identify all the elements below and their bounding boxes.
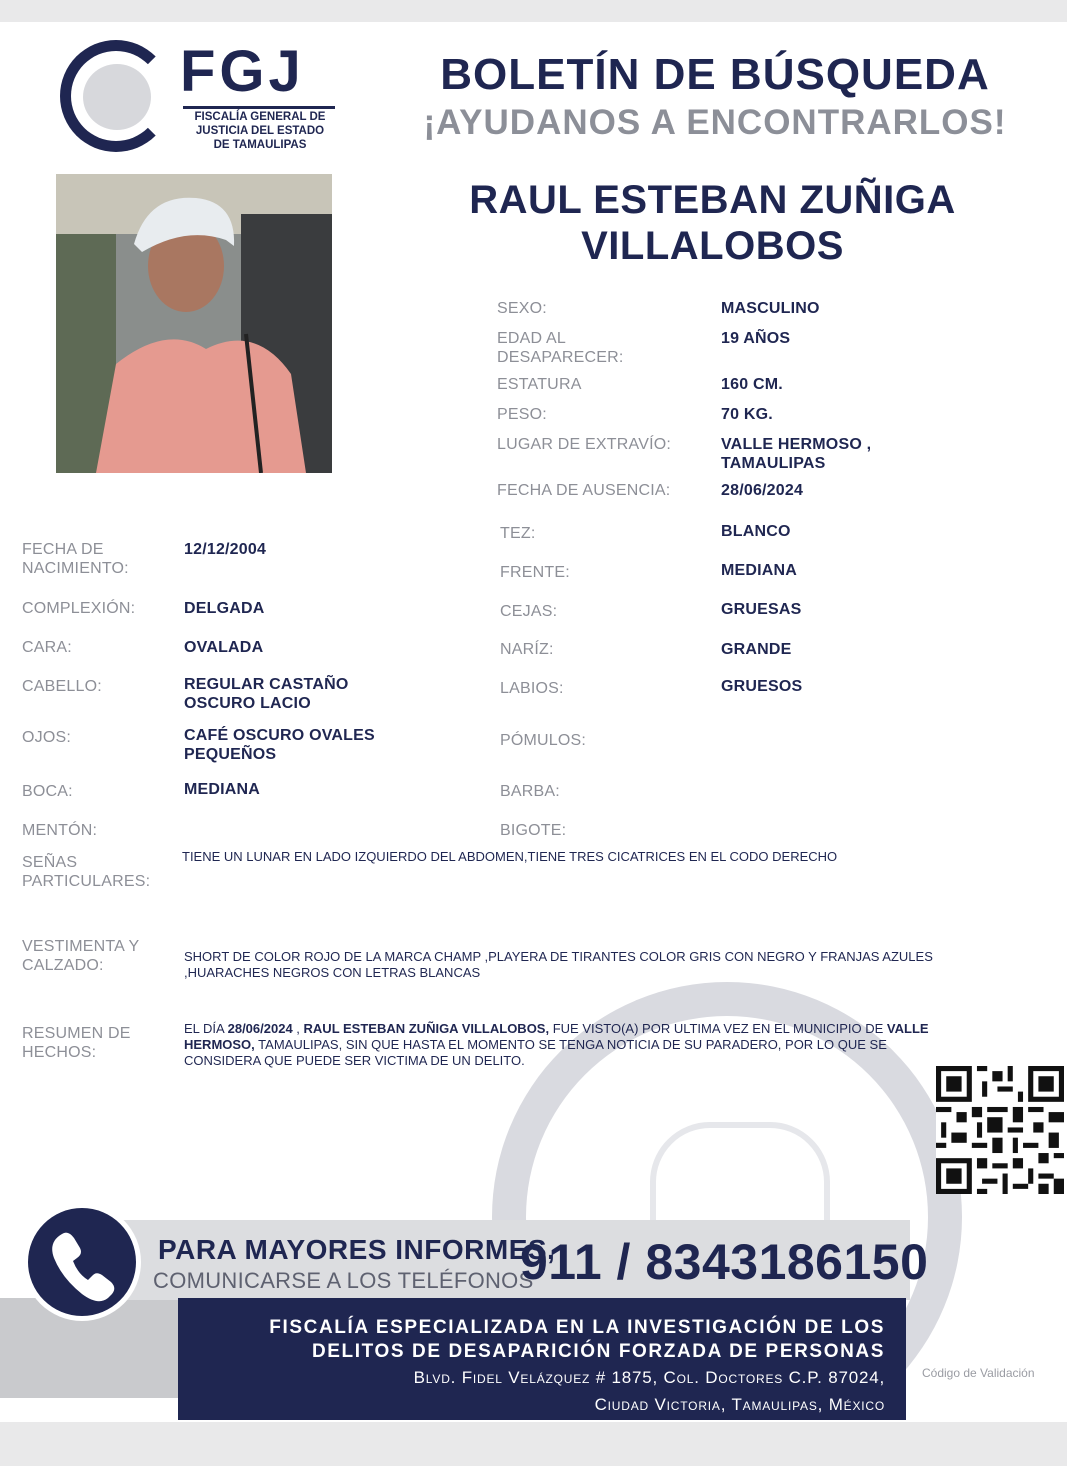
vestimenta-value (184, 949, 1014, 981)
edad-value: 19 AÑOS (721, 330, 791, 347)
sexo-label: SEXO: (497, 300, 547, 317)
resumen-line-1 (184, 1021, 1014, 1037)
resumen-text-4: TAMAULIPAS, SIN QUE HASTA EL MOMENTO SE TENGA NOTICIA DE SU PARADERO, POR LO QUE SE (254, 1037, 887, 1052)
person-name-line-2: VILLALOBOS (581, 224, 844, 268)
resumen-text-3: FUE VISTO(A) POR ULTIMA VEZ EN EL MUNICIPIO DE (549, 1021, 887, 1036)
tez-value: BLANCO (721, 523, 791, 540)
fecha-nacimiento-value: 12/12/2004 (184, 541, 267, 558)
labios-value: GRUESOS (721, 678, 803, 695)
qr-code-icon (936, 1066, 1064, 1194)
edad-label: EDAD AL DESAPARECER: (497, 330, 624, 366)
cabello-label: CABELLO: (22, 678, 102, 695)
qr-caption: Código de Validación (922, 1366, 1035, 1380)
logo-sub-line-1: FISCALÍA GENERAL DE (194, 111, 326, 123)
bulletin-title: BOLETÍN DE BÚSQUEDA (440, 50, 990, 99)
contact-line-2: COMUNICARSE A LOS TELÉFONOS (153, 1268, 534, 1293)
menton-label: MENTÓN: (22, 822, 98, 839)
resumen-value (184, 1021, 1014, 1069)
resumen-line-3: CONSIDERA QUE PUEDE SER VICTIMA DE UN DELITO. (184, 1053, 525, 1068)
tez-label: TEZ: (500, 525, 536, 542)
missing-person-photo (56, 174, 332, 473)
resumen-text-1: EL DÍA (184, 1021, 228, 1036)
logo-sub-line-3: DE TAMAULIPAS (213, 139, 307, 151)
resumen-date: 28/06/2024 (227, 1021, 293, 1036)
cejas-label: CEJAS: (500, 603, 558, 620)
lugar-value: VALLE HERMOSO , TAMAULIPAS (721, 436, 872, 472)
person-name (440, 177, 985, 269)
ojos-label: OJOS: (22, 729, 72, 746)
resumen-name: RAUL ESTEBAN ZUÑIGA VILLALOBOS, (303, 1021, 550, 1036)
frente-value: MEDIANA (721, 562, 798, 579)
vestimenta-line-2: ,HUARACHES NEGROS CON LETRAS BLANCAS (184, 965, 481, 980)
labios-label: LABIOS: (500, 680, 564, 697)
complexion-label: COMPLEXIÓN: (22, 600, 136, 617)
barba-label: BARBA: (500, 783, 560, 800)
contact-phones[interactable]: 911 / 8343186150 (520, 1234, 929, 1290)
cabello-value: REGULAR CASTAÑO OSCURO LACIO (184, 676, 349, 712)
tamaulipas-seal-icon (83, 64, 151, 130)
estatura-value: 160 CM. (721, 376, 783, 393)
nariz-label: NARÍZ: (500, 641, 554, 658)
bulletin-sheet (0, 22, 1067, 1422)
fgj-logo-subtitle (175, 110, 345, 152)
boca-label: BOCA: (22, 783, 73, 800)
peso-label: PESO: (497, 406, 547, 423)
cara-label: CARA: (22, 639, 72, 656)
contact-line-1: PARA MAYORES INFORMES, (158, 1234, 556, 1265)
estatura-label: ESTATURA (497, 376, 582, 393)
senas-label: SEÑAS PARTICULARES: (22, 854, 151, 890)
boca-value: MEDIANA (184, 781, 261, 798)
vestimenta-label: VESTIMENTA Y CALZADO: (22, 938, 140, 974)
phone-handset-icon (28, 1208, 136, 1316)
vestimenta-line-1: SHORT DE COLOR ROJO DE LA MARCA CHAMP ,PLAYERA DE TIRANTES COLOR GRIS CON NEGRO Y FRANJAS AZULES (184, 949, 933, 964)
bulletin-subtitle: ¡AYUDANOS A ENCONTRARLOS! (423, 103, 1007, 142)
pomulos-label: PÓMULOS: (500, 732, 587, 749)
ojos-value: CAFÉ OSCURO OVALES PEQUEÑOS (184, 727, 375, 763)
logo-divider (183, 106, 335, 109)
resumen-line-2 (184, 1037, 1014, 1053)
bigote-label: BIGOTE: (500, 822, 567, 839)
nariz-value: GRANDE (721, 641, 792, 658)
resumen-text-2: , (292, 1021, 304, 1036)
photo-illustration (56, 174, 332, 473)
lugar-label: LUGAR DE EXTRAVÍO: (497, 436, 672, 453)
person-name-line-1: RAUL ESTEBAN ZUÑIGA (469, 178, 956, 222)
phone-icon (28, 1208, 136, 1316)
fecha-ausencia-value: 28/06/2024 (721, 482, 804, 499)
fgj-logo-text: FGJ (180, 39, 305, 104)
senas-value: TIENE UN LUNAR EN LADO IZQUIERDO DEL ABDOMEN,TIENE TRES CICATRICES EN EL CODO DERECHO (182, 849, 838, 864)
resumen-place-a: VALLE (886, 1021, 929, 1036)
frente-label: FRENTE: (500, 564, 570, 581)
resumen-label: RESUMEN DE HECHOS: (22, 1025, 131, 1061)
peso-value: 70 KG. (721, 406, 773, 423)
footer-address-2: Ciudad Victoria, Tamaulipas, México (594, 1395, 885, 1414)
footer-address-1: Blvd. Fidel Velázquez # 1875, Col. Doctores C.P. 87024, (413, 1368, 885, 1387)
footer-line-2: DELITOS DE DESAPARICIÓN FORZADA DE PERSONAS (311, 1341, 885, 1362)
cejas-value: GRUESAS (721, 601, 802, 618)
logo-sub-line-2: JUSTICIA DEL ESTADO (195, 125, 325, 137)
sexo-value: MASCULINO (721, 300, 820, 317)
footer-line-1: FISCALÍA ESPECIALIZADA EN LA INVESTIGACIÓN DE LOS (269, 1317, 885, 1338)
complexion-value: DELGADA (184, 600, 265, 617)
cara-value: OVALADA (184, 639, 264, 656)
fecha-ausencia-label: FECHA DE AUSENCIA: (497, 482, 671, 499)
fecha-nacimiento-label: FECHA DE NACIMIENTO: (22, 541, 129, 577)
resumen-place-b: HERMOSO, (184, 1037, 255, 1052)
